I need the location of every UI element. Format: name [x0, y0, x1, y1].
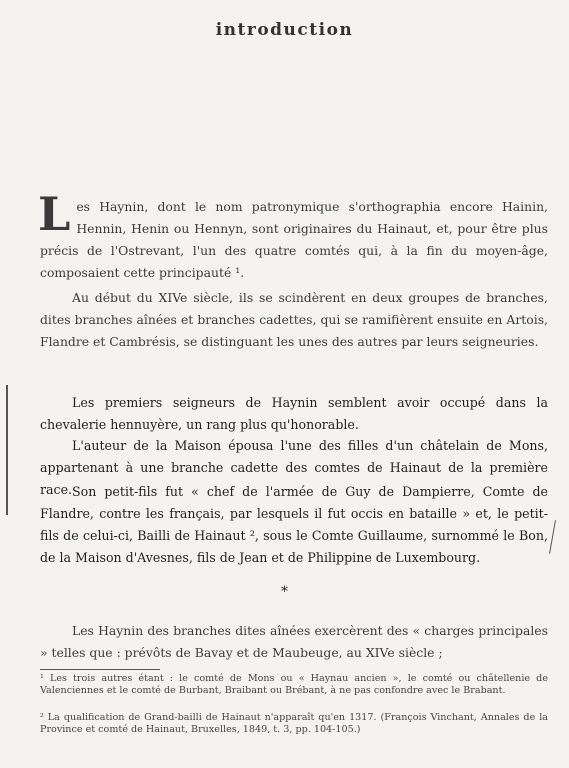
paragraph-6: Les Haynin des branches dites aînées exercèrent des « charges principales » telles que : prévôts de Bavay et de Maubeuge, au XIVe siècle ;: [40, 623, 548, 660]
section-separator: *: [281, 584, 288, 600]
margin-mark-left: [6, 385, 8, 515]
paragraph-5: Son petit-fils fut « chef de l'armée de Guy de Dampierre, Comte de Flandre, contre les français, par lesquels il fut occis en bataille » et, le petit-fils de celui-ci, Bailli de Hainaut ², sous le Comte Guillaume, surnommé le Bon, de la Maison d'Avesnes, fils de Jean et de Philippine de Luxembourg.: [40, 484, 548, 565]
footnote-rule: [40, 669, 160, 670]
margin-mark-right: [549, 520, 556, 554]
page-title: introduction: [215, 20, 354, 40]
footnote-2: ² La qualification de Grand-bailli de Hainaut n'apparaît qu'en 1317. (François Vinchant, Annales de la Province et comté de Hainaut, Bruxelles, 1849, t. 3, pp. 104-105.): [40, 712, 548, 735]
paragraph-4: L'auteur de la Maison épousa l'une des filles d'un châtelain de Mons, appartenant à une branche cadette des comtes de Hainaut de la première race.: [40, 438, 548, 497]
paragraph-1-text: es Haynin, dont le nom patronymique s'orthographia encore Hainin, Hennin, Henin ou Hennyn, sont originaires du Hainaut, et, pour être plus précis de l'Ostrevant, l'un des quatre comtés qui, à la fin du moyen-âge, composaient cette principauté ¹.: [40, 199, 548, 280]
paragraph-3: Les premiers seigneurs de Haynin semblent avoir occupé dans la chevalerie hennuyère, un rang plus qu'honorable.: [40, 395, 548, 432]
paragraph-2: Au début du XIVe siècle, ils se scindèrent en deux groupes de branches, dites branches aînées et branches cadettes, qui se ramifièrent ensuite en Artois, Flandre et Cambrésis, se distinguant les unes des autres par leurs seigneuries.: [40, 290, 548, 349]
paragraph-1: [38, 187, 548, 284]
footnote-1: ¹ Les trois autres étant : le comté de Mons ou « Haynau ancien », le comté ou châtellenie de Valenciennes et le comté de Burbant, Braibant ou Brébant, à ne pas confondre avec le Brabant.: [40, 673, 548, 696]
drop-cap-letter: L: [38, 187, 71, 241]
